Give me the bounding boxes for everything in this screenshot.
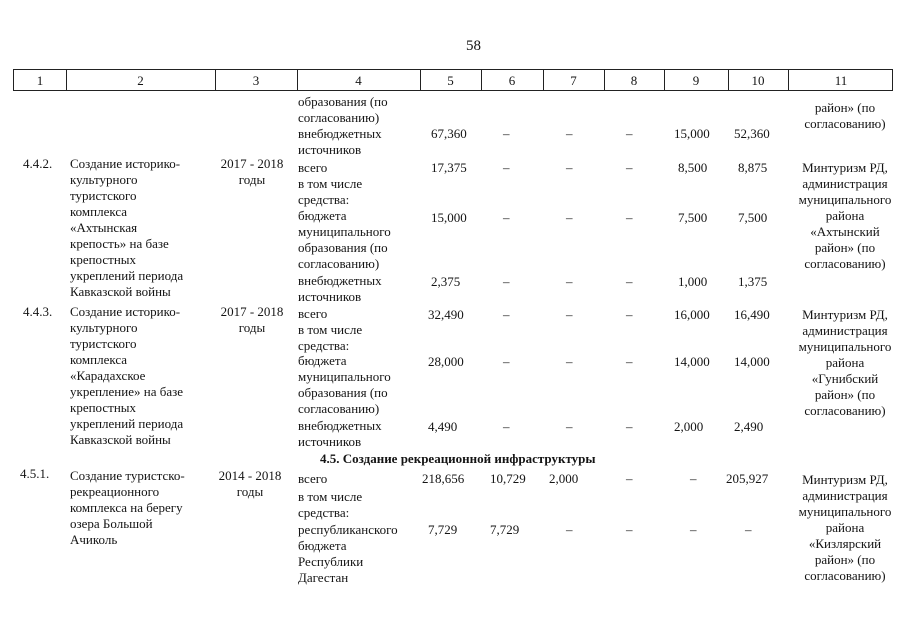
row-442-municipal-5: 15,000 — [431, 210, 467, 225]
header-col-7: 7 — [570, 73, 577, 88]
row-451-total-7: 2,000 — [549, 471, 579, 486]
row-451-executor: Минтуризм РД, администрация муниципального района «Кизлярский район» (по согласованию) — [798, 472, 892, 583]
row-442-total-label: всего — [298, 160, 328, 175]
row-451-incl-label: в том числе средства: — [298, 489, 363, 520]
row-442-total-7: – — [566, 160, 573, 175]
row-442-municipal-9: 7,500 — [678, 210, 708, 225]
row-442-municipal-8: – — [626, 210, 633, 225]
row-442-offbudget-label: внебюджетных источников — [298, 273, 382, 304]
row-443-municipal-10: 14,000 — [734, 354, 770, 369]
carryover-source-label: образования (по согласованию) — [298, 94, 388, 125]
row-443-offbudget-label: внебюджетных источников — [298, 418, 382, 449]
row-451-total-8: – — [626, 471, 633, 486]
row-442-executor: Минтуризм РД, администрация муниципального района «Ахтынский район» (по согласованию) — [798, 160, 892, 271]
carryover-value-8: – — [626, 126, 633, 141]
row-443-total-9: 16,000 — [674, 307, 710, 322]
carryover-value-6: – — [503, 126, 510, 141]
row-442-municipal-10: 7,500 — [738, 210, 768, 225]
header-col-10: 10 — [751, 73, 765, 88]
row-443-total-label: всего — [298, 306, 328, 321]
row-443-municipal-7: – — [566, 354, 573, 369]
row-442-years: 2017 - 2018 годы — [220, 156, 284, 187]
row-451-republic-6: 7,729 — [490, 522, 520, 537]
row-442-name: Создание историко- культурного туристского комплекса «Ахтынская крепость» на базе крепостных укреплений периода Кавказской войны — [70, 156, 184, 299]
row-443-number: 4.4.3. — [23, 304, 53, 319]
header-col-8: 8 — [630, 73, 638, 88]
row-442-total-6: – — [503, 160, 510, 175]
row-442-total-8: – — [626, 160, 633, 175]
row-443-municipal-label: бюджета муниципального образования (по согласованию) — [298, 353, 391, 416]
row-451-number: 4.5.1. — [20, 466, 50, 481]
header-col-4: 4 — [355, 73, 362, 88]
row-451-republic-9: – — [690, 522, 697, 537]
row-442-total-5: 17,375 — [431, 160, 467, 175]
row-443-municipal-5: 28,000 — [428, 354, 464, 369]
row-442-offbudget-5: 2,375 — [431, 274, 461, 289]
row-443-years: 2017 - 2018 годы — [220, 304, 284, 335]
row-442-total-10: 8,875 — [738, 160, 768, 175]
row-442-offbudget-8: – — [626, 274, 633, 289]
row-443-incl-label: в том числе средства: — [298, 322, 363, 353]
row-443-municipal-6: – — [503, 354, 510, 369]
row-442-municipal-7: – — [566, 210, 573, 225]
row-451-years: 2014 - 2018 годы — [218, 468, 282, 499]
row-442-offbudget-6: – — [503, 274, 510, 289]
row-451-republic-8: – — [626, 522, 633, 537]
row-443-total-7: – — [566, 307, 573, 322]
row-442-municipal-6: – — [503, 210, 510, 225]
row-443-total-10: 16,490 — [734, 307, 770, 322]
header-col-1: 1 — [36, 73, 44, 88]
carryover-value-9: 15,000 — [674, 126, 710, 141]
row-451-total-label: всего — [298, 471, 328, 486]
carryover-offbudget-label: внебюджетных источников — [298, 126, 382, 157]
page-number: 58 — [466, 38, 481, 54]
header-col-3: 3 — [252, 73, 260, 88]
row-443-offbudget-8: – — [626, 419, 633, 434]
header-col-6: 6 — [508, 73, 516, 88]
row-442-incl-label: в том числе средства: — [298, 176, 363, 207]
carryover-value-10: 52,360 — [734, 126, 770, 141]
row-451-republic-7: – — [566, 522, 573, 537]
row-443-offbudget-5: 4,490 — [428, 419, 458, 434]
row-451-republic-label: республиканского бюджета Республики Дагестан — [298, 522, 398, 585]
row-443-offbudget-9: 2,000 — [674, 419, 704, 434]
row-442-offbudget-9: 1,000 — [678, 274, 708, 289]
row-442-number: 4.4.2. — [23, 156, 53, 171]
header-col-11: 11 — [834, 73, 848, 88]
header-col-5: 5 — [447, 73, 454, 88]
header-col-2: 2 — [137, 73, 144, 88]
table-header — [13, 69, 893, 91]
row-451-republic-10: – — [745, 522, 752, 537]
row-443-executor: Минтуризм РД, администрация муниципального района «Гунибский район» (по согласованию) — [798, 307, 892, 418]
row-443-total-6: – — [503, 307, 510, 322]
row-443-name: Создание историко- культурного туристского комплекса «Карадахское укрепление» на базе крепостных укреплений периода Кавказской войны — [70, 304, 184, 447]
row-451-total-10: 205,927 — [726, 471, 769, 486]
row-451-total-9: – — [690, 471, 697, 486]
row-442-offbudget-7: – — [566, 274, 573, 289]
row-442-total-9: 8,500 — [678, 160, 708, 175]
row-443-total-8: – — [626, 307, 633, 322]
section-45-heading: 4.5. Создание рекреационной инфраструктуры — [320, 451, 596, 466]
carryover-value-7: – — [566, 126, 573, 141]
row-451-republic-5: 7,729 — [428, 522, 458, 537]
row-443-offbudget-7: – — [566, 419, 573, 434]
carryover-executor: район» (по согласованию) — [804, 100, 886, 131]
row-443-offbudget-10: 2,490 — [734, 419, 764, 434]
row-451-name: Создание туристско- рекреационного комплекса на берегу озера Большой Ачиколь — [70, 468, 185, 547]
header-col-9: 9 — [692, 73, 700, 88]
row-451-total-6: 10,729 — [490, 471, 526, 486]
row-443-offbudget-6: – — [503, 419, 510, 434]
row-442-offbudget-10: 1,375 — [738, 274, 768, 289]
row-443-municipal-9: 14,000 — [674, 354, 710, 369]
carryover-value-5: 67,360 — [431, 126, 467, 141]
row-443-total-5: 32,490 — [428, 307, 464, 322]
row-443-municipal-8: – — [626, 354, 633, 369]
row-442-municipal-label: бюджета муниципального образования (по согласованию) — [298, 208, 391, 271]
row-451-total-5: 218,656 — [422, 471, 465, 486]
